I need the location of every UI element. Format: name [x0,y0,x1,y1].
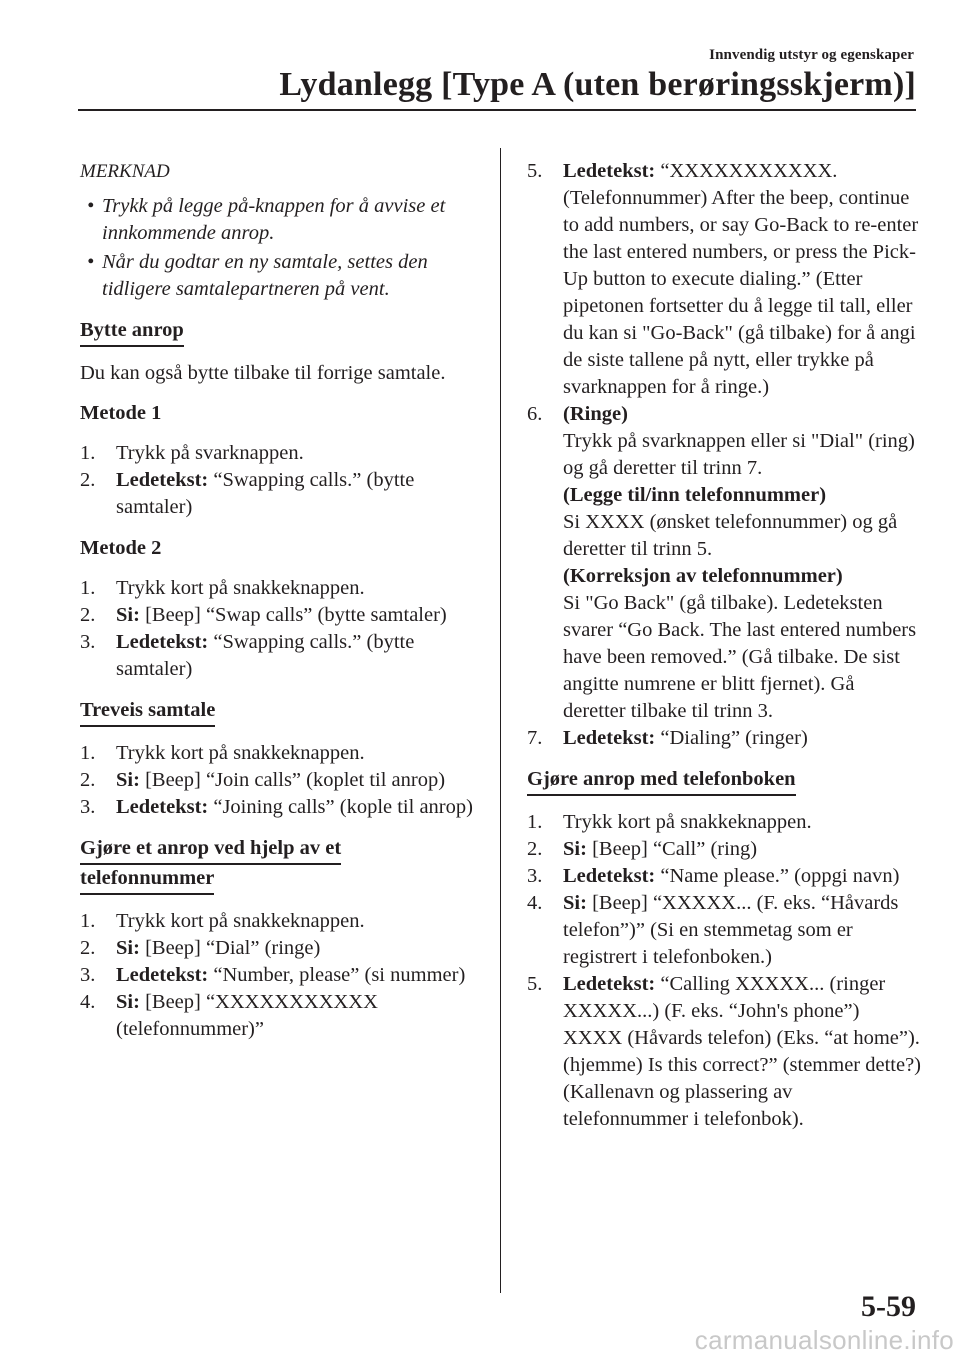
method-2-title: Metode 2 [80,537,162,559]
step-number: 2. [527,838,543,860]
step-label: Si: [116,937,140,959]
page-number: 5-59 [861,1290,916,1323]
step-number: 2. [80,469,96,491]
step-item [527,725,922,752]
step-number: 1. [80,577,96,599]
step-number: 2. [80,604,96,626]
treveis-steps [80,740,475,821]
step-number: 5. [527,160,543,182]
bullet-icon: • [87,195,95,217]
section-heading-nummer-line2: telefonnummer [80,865,214,895]
step-item [80,740,475,767]
step-text: [Beep] “Call” (ring) [586,838,758,860]
step-label: Si: [116,604,140,626]
step-text: [Beep] “Join calls” (koplet til anrop) [139,769,446,791]
step-item [80,467,475,521]
step-text: “Joining calls” (kople til anrop) [208,796,473,818]
step-text: Trykk kort på snakkeknappen. [116,577,365,599]
step-label: Si: [563,892,587,914]
step-item [527,971,922,1133]
step-text: Si XXXX (ønsket telefonnummer) og gå deretter til trinn 5. [563,511,898,560]
step-text: “Swapping calls.” (bytte samtaler) [116,469,415,518]
step-number: 3. [80,796,96,818]
step-text: Trykk kort på snakkeknappen. [563,811,812,833]
step-item [80,629,475,683]
step-item [80,794,475,821]
step-item [80,575,475,602]
step-text: Trykk på svarknappen eller si "Dial" (ring) og gå deretter til trinn 7. [563,430,915,479]
right-column [527,158,922,1147]
left-column [80,158,475,1057]
step-text: “Number, please” (si nummer) [208,964,466,986]
step-item [527,158,922,401]
note-title: MERKNAD [80,161,170,182]
nummer-steps-right [527,158,922,752]
step-label: Ledetekst: [563,727,656,749]
note-item [80,193,475,247]
step-subheading: (Ringe) [563,403,628,425]
step-number: 1. [80,442,96,464]
step-label: Si: [563,838,587,860]
step-number: 1. [527,811,543,833]
note-list [80,193,475,303]
step-text: [Beep] “Dial” (ringe) [139,937,321,959]
step-number: 3. [527,865,543,887]
step-label: Ledetekst: [116,796,209,818]
step-text: [Beep] “XXXXX... (F. eks. “Håvards telefon”)” (Si en stemmetag som er registrert i telefonboken.) [563,892,899,968]
footer-watermark: carmanualsonline.info [694,1325,954,1355]
step-label: Ledetekst: [116,469,209,491]
nummer-steps-left [80,908,475,1043]
step-text: Trykk på svarknappen. [116,442,304,464]
step-number: 2. [80,937,96,959]
step-number: 1. [80,742,96,764]
method-1-title: Metode 1 [80,402,162,424]
step-label: Ledetekst: [563,973,656,995]
step-text: “Dialing” (ringer) [655,727,808,749]
step-item [527,836,922,863]
section-label: Innvendig utstyr og egenskaper [709,47,914,63]
step-number: 3. [80,964,96,986]
step-item [80,935,475,962]
step-number: 7. [527,727,543,749]
step-number: 5. [527,973,543,995]
step-text: “Name please.” (oppgi navn) [655,865,900,887]
header-divider [78,109,916,111]
step-label: Ledetekst: [116,631,209,653]
step-item [527,809,922,836]
step-number: 2. [80,769,96,791]
step-number: 6. [527,403,543,425]
step-item [527,401,922,725]
step-text: [Beep] “XXXXXXXXXXX (telefonnummer)” [116,991,378,1040]
step-text: [Beep] “Swap calls” (bytte samtaler) [139,604,447,626]
step-number: 4. [80,991,96,1013]
step-text: Si "Go Back" (gå tilbake). Ledeteksten svarer “Go Back. The last entered numbers have been removed.” (Gå tilbake. De sist angitte numrene er blitt fjernet). Gå deretter tilbake til trinn 3. [563,592,917,722]
step-item [527,863,922,890]
step-item [527,890,922,971]
step-item [80,767,475,794]
note-item [80,249,475,303]
step-label: Si: [116,991,140,1013]
section-heading-telefonbok: Gjøre anrop med telefonboken [527,766,796,796]
step-number: 3. [80,631,96,653]
step-item [80,440,475,467]
step-text: “XXXXXXXXXXX. (Telefonnummer) After the beep, continue to add numbers, or say Go-Back to re-enter the last entered numbers, or press the Pick-Up button to execute dialing.” (Etter pipetonen fortsetter du å legge til tall, eller du kan si "Go-Back" (gå tilbake) for å angi de siste tallene på nytt, eller trykke på svarknappen for å ringe.) [563,160,919,398]
bullet-icon: • [87,251,95,273]
step-label: Ledetekst: [563,865,656,887]
section-heading-bytte-anrop: Bytte anrop [80,317,184,347]
column-divider [500,148,501,1293]
step-item [80,962,475,989]
step-text: Trykk kort på snakkeknappen. [116,742,365,764]
step-text: “Swapping calls.” (bytte samtaler) [116,631,415,680]
step-number: 4. [527,892,543,914]
step-item [80,908,475,935]
section-heading-nummer-line1: Gjøre et anrop ved hjelp av et [80,835,341,865]
step-text: Trykk kort på snakkeknappen. [116,910,365,932]
step-label: Si: [116,769,140,791]
page-title: Lydanlegg [Type A (uten berøringsskjerm)] [279,66,916,103]
method-2-steps [80,575,475,683]
section-intro: Du kan også bytte tilbake til forrige samtale. [80,362,446,384]
step-text: “Calling XXXXX... (ringer XXXXX...) (F. eks. “John's phone”) XXXX (Håvards telefon) (Eks. “at home”). (hjemme) Is this correct?” (stemmer dette?) (Kallenavn og plassering av telefonnummer i telefonbok). [563,973,922,1130]
step-item [80,989,475,1043]
step-subheading: (Legge til/inn telefonnummer) [563,484,827,506]
section-heading-treveis-samtale: Treveis samtale [80,697,215,727]
step-label: Ledetekst: [563,160,656,182]
step-label: Ledetekst: [116,964,209,986]
telefonbok-steps [527,809,922,1133]
note-item-text: Når du godtar en ny samtale, settes den tidligere samtalepartneren på vent. [102,251,428,300]
method-1-steps [80,440,475,521]
step-item [80,602,475,629]
step-subheading: (Korreksjon av telefonnummer) [563,565,843,587]
step-number: 1. [80,910,96,932]
note-item-text: Trykk på legge på-knappen for å avvise et innkommende anrop. [102,195,446,244]
